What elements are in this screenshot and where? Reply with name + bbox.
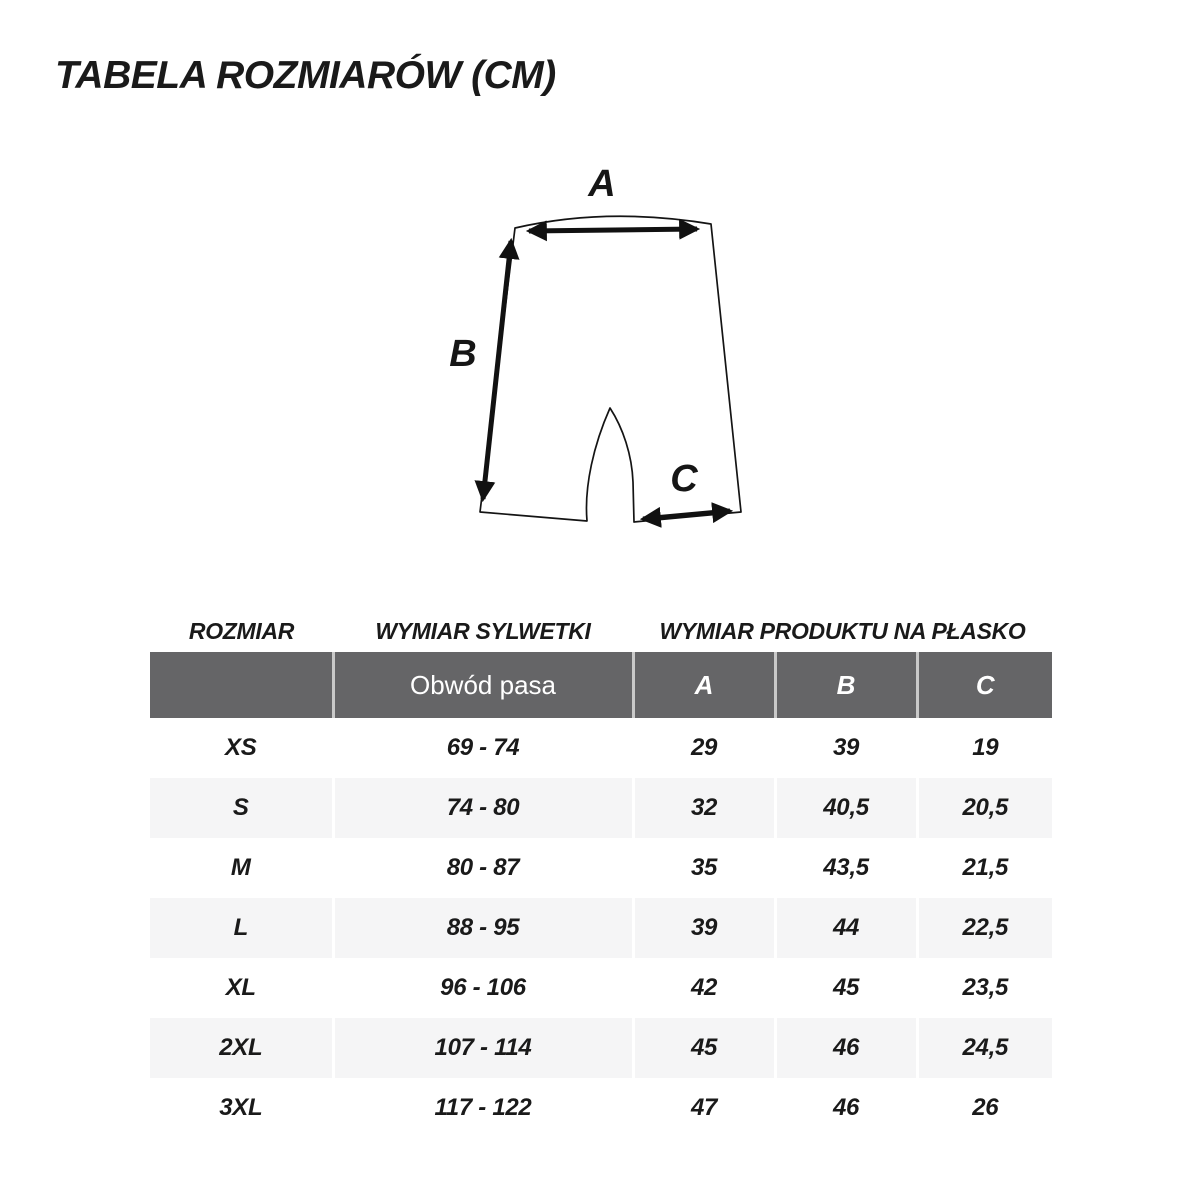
col-header-b: B	[775, 652, 917, 718]
b-cell: 46	[775, 1078, 917, 1138]
b-cell: 40,5	[775, 778, 917, 838]
diagram-label-a: A	[588, 163, 616, 205]
table-row-3xl	[150, 1078, 1052, 1138]
diagram-label-b: B	[449, 333, 477, 375]
waist-cell: 80 - 87	[333, 838, 633, 898]
a-cell: 45	[633, 1018, 775, 1078]
waist-cell: 88 - 95	[333, 898, 633, 958]
b-cell: 45	[775, 958, 917, 1018]
table-row-2xl	[150, 1018, 1052, 1078]
b-cell: 44	[775, 898, 917, 958]
table-group-headers	[150, 610, 1052, 652]
a-cell: 29	[633, 718, 775, 778]
c-cell: 24,5	[917, 1018, 1052, 1078]
diagram-label-c: C	[670, 458, 698, 500]
col-header-a: A	[633, 652, 775, 718]
size-cell: L	[233, 914, 248, 941]
group-header-flat-product: WYMIAR PRODUKTU NA PŁASKO	[659, 617, 1026, 644]
page-title: TABELA ROZMIARÓW (CM)	[55, 54, 556, 97]
size-table	[150, 652, 1052, 1138]
waist-cell: 96 - 106	[333, 958, 633, 1018]
col-header-empty	[150, 652, 333, 718]
a-cell: 35	[633, 838, 775, 898]
c-cell: 21,5	[917, 838, 1052, 898]
b-cell: 46	[775, 1018, 917, 1078]
table-header-row	[150, 652, 1052, 718]
table-row-xs	[150, 718, 1052, 778]
waist-cell: 117 - 122	[333, 1078, 633, 1138]
a-cell: 32	[633, 778, 775, 838]
waist-cell: 107 - 114	[333, 1018, 633, 1078]
c-cell: 23,5	[917, 958, 1052, 1018]
shorts-measurement-diagram	[430, 150, 770, 580]
waist-cell: 69 - 74	[333, 718, 633, 778]
table-row-m	[150, 838, 1052, 898]
a-cell: 42	[633, 958, 775, 1018]
a-cell: 47	[633, 1078, 775, 1138]
waist-cell: 74 - 80	[333, 778, 633, 838]
size-cell: M	[230, 854, 251, 881]
size-cell: S	[232, 794, 249, 821]
table-row-l	[150, 898, 1052, 958]
table-row-xl	[150, 958, 1052, 1018]
group-header-body-measure: WYMIAR SYLWETKI	[375, 617, 591, 644]
size-table-section	[150, 610, 1052, 1138]
table-row-s	[150, 778, 1052, 838]
waist-width-arrow-a	[529, 229, 697, 231]
shorts-outline	[480, 216, 741, 522]
c-cell: 22,5	[917, 898, 1052, 958]
size-cell: XS	[225, 734, 257, 761]
b-cell: 43,5	[775, 838, 917, 898]
size-cell: 3XL	[219, 1094, 263, 1121]
side-length-arrow-b	[483, 241, 511, 499]
group-header-size: ROZMIAR	[188, 617, 295, 644]
col-header-c: C	[917, 652, 1052, 718]
a-cell: 39	[633, 898, 775, 958]
col-header-waist: Obwód pasa	[333, 652, 633, 718]
size-cell: 2XL	[219, 1034, 263, 1061]
c-cell: 26	[917, 1078, 1052, 1138]
c-cell: 19	[917, 718, 1052, 778]
b-cell: 39	[775, 718, 917, 778]
size-cell: XL	[225, 974, 256, 1001]
c-cell: 20,5	[917, 778, 1052, 838]
